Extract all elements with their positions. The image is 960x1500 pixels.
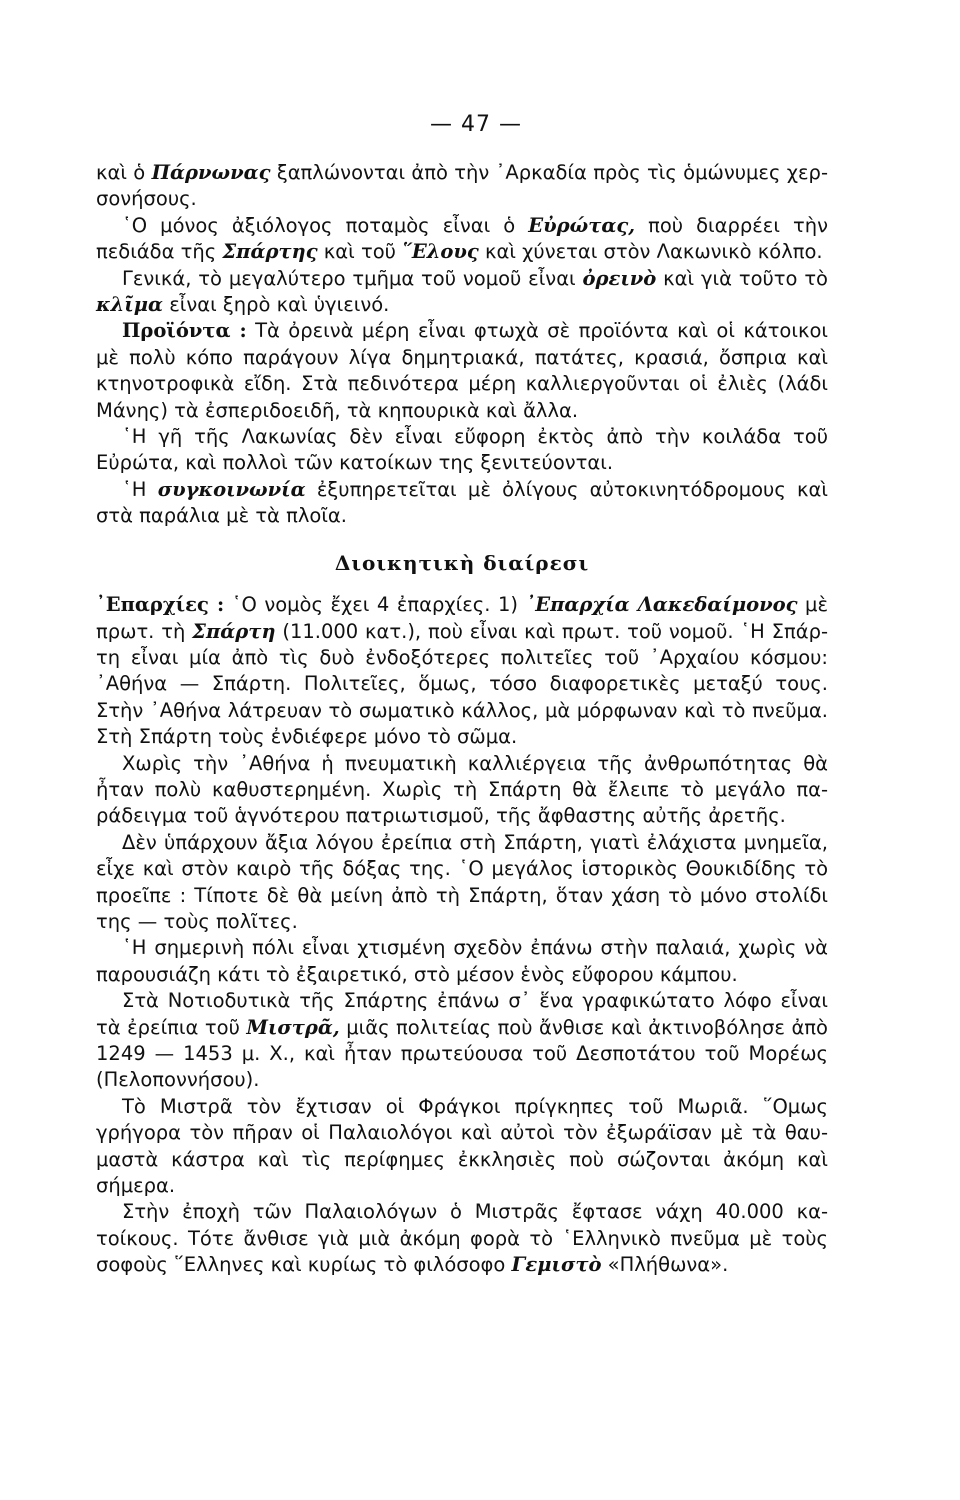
paragraph-athens-sparta <box>96 751 828 830</box>
text-run: καὶ ὁ <box>96 161 152 184</box>
page-body <box>96 160 828 1279</box>
section-administration <box>96 592 828 1279</box>
text-run: ῾Η γῆ τῆς Λακωνίας δὲν εἶναι εὔφορη ἐκτὸς ἀπὸ τὴν κοιλάδα τοῦ Εὐρώτα, καὶ πολλοὶ τῶν κατοίκων της ξενιτεύονται. <box>96 425 828 475</box>
emphasized-text: Μιστρᾶ, <box>246 1015 340 1039</box>
paragraph-provinces <box>96 592 828 750</box>
text-run: καὶ χύνεται στὸν Λακωνικὸ κόλπο. <box>478 240 823 264</box>
paragraph-franks <box>96 1094 828 1200</box>
text-run: Γενικά, τὸ μεγαλύτερο τμῆμα τοῦ νομοῦ εἶναι <box>122 266 583 290</box>
text-run: Στὴν ἐποχὴ τῶν Παλαιολόγων ὁ Μιστρᾶς ἔφτασε νάχη 40.000 κατοίκους. Τότε ἄνθισε γιὰ μιὰ ἀκόμη φορὰ τὸ ῾Ελληνικὸ πνεῦμα μὲ τοὺς σοφοὺς ῞Ελληνες καὶ κυρίως τὸ φιλόσοφο <box>96 1200 828 1277</box>
text-run: Τὰ ὀρεινὰ μέρη εἶναι φτωχὰ σὲ προϊόντα καὶ οἱ κάτοικοι μὲ πολὺ κόπο παράγουν λίγα δημητριακά, πατάτες, κρασιά, ὄσπρια καὶ κτηνοτροφικὰ εἴδη. Στὰ πεδινότερα μέρη καλλιεργοῦνται οἱ ἐλιὲς (λάδι Μάνης) τὰ ἐσπεριδοειδῆ, τὰ κηπουρικὰ καὶ ἄλλα. <box>96 319 828 422</box>
paragraph-land <box>96 424 828 477</box>
paragraph-evrotas <box>96 213 828 266</box>
paragraph-products <box>96 318 828 424</box>
text-run: καὶ τοῦ <box>317 240 403 264</box>
text-run: Χωρὶς τὴν ᾿Αθήνα ἡ πνευματικὴ καλλιέργεια τῆς ἀνθρωπότητας θὰ ἦταν πολὺ καθυστερημένη. Χωρὶς τὴ Σπάρτη θὰ ἔλειπε τὸ μεγάλο παράδειγμα τοῦ ἁγνότερου πατριωτισμοῦ, τῆς ἄφθαστης αὐτῆς ἀρετῆς. <box>96 751 828 828</box>
emphasized-text: Σπάρτη <box>192 619 276 643</box>
paragraph-mystras <box>96 988 828 1094</box>
emphasized-text: συγκοινωνία <box>157 477 306 501</box>
emphasized-text: ᾿Επαρχίες : <box>96 593 225 617</box>
emphasized-text: ὀρεινὸ <box>582 266 657 290</box>
emphasized-text: Εὐρώτας, <box>528 213 635 237</box>
text-run: εἶναι ξηρὸ καὶ ὑγιεινό. <box>163 293 390 317</box>
text-run: Στὰ Νοτιοδυτικὰ τῆς Σπάρτης ἐπάνω σ᾿ ἕνα γραφικώτατο λόφο εἶναι τὰ ἐρείπια τοῦ <box>96 989 828 1039</box>
paragraph-modern-city <box>96 935 828 988</box>
text-run: καὶ γιὰ τοῦτο τὸ <box>656 266 828 290</box>
emphasized-text: Σπάρτης <box>222 240 318 264</box>
text-run: ποὺ διαρρέει τὴν πεδιάδα τῆς <box>96 213 828 264</box>
paragraph-climate <box>96 266 828 319</box>
text-run: ξαπλώνονται ἀπὸ τὴν ᾿Αρκαδία πρὸς τὶς ὁμώνυμες χερσονήσους. <box>96 161 828 211</box>
text-run: ῾Η σημερινὴ πόλι εἶναι χτισμένη σχεδὸν ἐπάνω στὴν παλαιά, χωρὶς νὰ παρουσιάζη κάτι τὸ ἐξαιρετικό, στὸ μέσον ἑνὸς εὔφορου κάμπου. <box>96 936 828 986</box>
page-number: — 47 — <box>430 112 522 137</box>
paragraph-ruins <box>96 830 828 936</box>
text-run: «Πλήθωνα». <box>601 1253 729 1277</box>
text-run: Τὸ Μιστρᾶ τὸν ἔχτισαν οἱ Φράγκοι πρίγκηπες τοῦ Μωριᾶ. ῞Ομως γρήγορα τὸν πῆραν οἱ Παλαιολόγοι καὶ αὐτοὶ τὸν ἐξωράϊσαν μὲ τὰ θαυμαστὰ κάστρα καὶ τὶς περίφημες ἐκκλησιὲς ποὺ σώζονται ἀκόμη καὶ σήμερα. <box>96 1094 828 1198</box>
emphasized-text: Γεμιστὸ <box>511 1253 602 1277</box>
text-run: Δὲν ὑπάρχουν ἄξια λόγου ἐρείπια στὴ Σπάρτη, γιατὶ ἐλάχιστα μνημεῖα, εἶχε καὶ στὸν καιρὸ τῆς δόξας της. ῾Ο μεγάλος ἱστορικὸς Θουκιδίδης τὸ προεῖπε : Τίποτε δὲ θὰ μείνη ἀπὸ τὴ Σπάρτη, ὅταν χάση τὸ μόνο στολίδι της — τοὺς πολῖτες. <box>96 830 828 933</box>
text-run: ἐξυπηρετεῖται μὲ ὀλίγους αὐτοκινητόδρομους καὶ στὰ παράλια μὲ τὰ πλοῖα. <box>96 477 828 528</box>
text-run: ῾Η <box>122 477 158 501</box>
text-run: (11.000 κατ.), ποὺ εἶναι καὶ πρωτ. τοῦ νομοῦ. ῾Η Σπάρτη εἶναι μία ἀπὸ τὶς δυὸ ἐνδοξότερες πολιτεῖες τοῦ ᾿Αρχαίου κόσμου: ᾿Αθήνα — Σπάρτη. Πολιτεῖες, ὅμως, τόσο διαφορετικὲς μεταξύ τους. Στὴν ᾿Αθήνα λάτρευαν τὸ σωματικὸ κάλλος, μὰ μόρφωναν καὶ τὸ πνεῦμα. Στὴ Σπάρτη τοὺς ἐνδιέφερε μόνο τὸ σῶμα. <box>96 619 828 749</box>
emphasized-text: ῞Ελους <box>402 240 479 264</box>
emphasized-text: Πάρνωνας <box>151 161 271 184</box>
paragraph-palaiologoi <box>96 1199 828 1278</box>
emphasized-text: ᾿Επαρχία Λακεδαίμονος <box>525 593 798 617</box>
emphasized-text: κλῖμα <box>96 293 164 317</box>
section-heading: Διοικητικὴ διαίρεσι <box>334 550 590 575</box>
text-run: ῾Ο μόνος ἀξιόλογος ποταμὸς εἶναι ὁ <box>122 213 529 237</box>
section-geography <box>96 160 828 530</box>
text-run: μὲ πρωτ. τὴ <box>96 593 828 643</box>
text-run: ῾Ο νομὸς ἔχει 4 ἐπαρχίες. 1) <box>224 593 526 617</box>
paragraph-transport <box>96 477 828 530</box>
text-run: μιᾶς πολιτείας ποὺ ἄνθισε καὶ ἀκτινοβόλησε ἀπὸ 1249 — 1453 μ. Χ., καὶ ἦταν πρωτεύουσα τοῦ Δεσποτάτου τοῦ Μορέως (Πελοποννήσου). <box>96 1015 828 1092</box>
emphasized-text: Προϊόντα : <box>122 319 247 343</box>
paragraph-parnonas <box>96 160 828 213</box>
